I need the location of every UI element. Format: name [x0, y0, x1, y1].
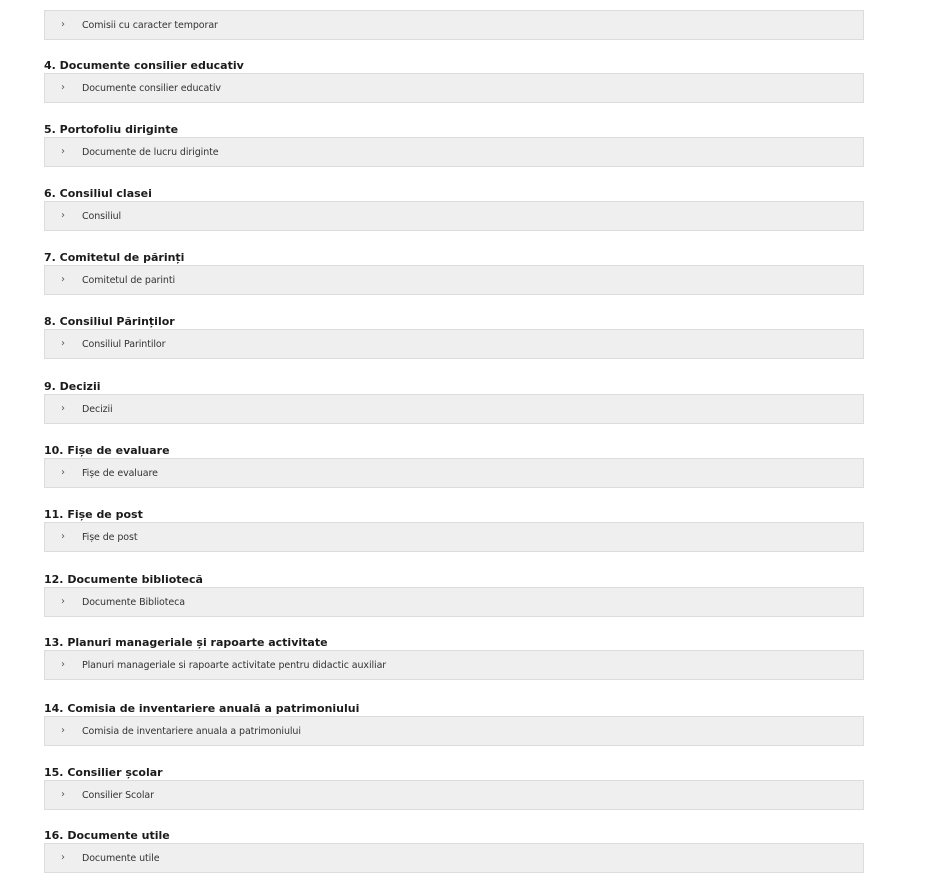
- chevron-right-icon: ›: [61, 82, 65, 93]
- section-12: [44, 572, 864, 617]
- section-comisii-temporare: [44, 10, 864, 40]
- accordion-item[interactable]: [44, 716, 864, 746]
- section-heading: 13. Planuri manageriale și rapoarte activitate: [44, 636, 328, 649]
- accordion-item-label: Documente utile: [82, 852, 160, 864]
- section-9: [44, 379, 864, 424]
- section-7: [44, 250, 864, 295]
- section-13: [44, 635, 864, 680]
- section-heading: 15. Consilier școlar: [44, 766, 163, 779]
- section-11: [44, 507, 864, 552]
- accordion-item[interactable]: [44, 10, 864, 40]
- section-heading: 9. Decizii: [44, 380, 101, 393]
- chevron-right-icon: ›: [61, 789, 65, 800]
- accordion-item-label: Fișe de post: [82, 531, 138, 543]
- accordion-item[interactable]: [44, 843, 864, 873]
- accordion-item-label: Consilier Scolar: [82, 789, 154, 801]
- accordion-item[interactable]: [44, 265, 864, 295]
- accordion-item[interactable]: [44, 780, 864, 810]
- section-4: [44, 58, 864, 103]
- accordion-item-label: Consiliul Parintilor: [82, 338, 166, 350]
- accordion-item-label: Documente de lucru diriginte: [82, 146, 219, 158]
- chevron-right-icon: ›: [61, 19, 65, 30]
- accordion-item[interactable]: [44, 394, 864, 424]
- section-14: [44, 701, 864, 746]
- section-heading: 11. Fișe de post: [44, 508, 143, 521]
- section-6: [44, 186, 864, 231]
- section-10: [44, 443, 864, 488]
- accordion-item-label: Comitetul de parinti: [82, 274, 175, 286]
- section-16: [44, 828, 864, 873]
- chevron-right-icon: ›: [61, 725, 65, 736]
- accordion-item-label: Documente Biblioteca: [82, 596, 185, 608]
- accordion-item[interactable]: [44, 650, 864, 680]
- section-heading: 14. Comisia de inventariere anuală a patrimoniului: [44, 702, 360, 715]
- section-heading: 5. Portofoliu diriginte: [44, 123, 179, 136]
- accordion-item-label: Planuri manageriale si rapoarte activitate pentru didactic auxiliar: [82, 659, 387, 671]
- accordion-item[interactable]: [44, 522, 864, 552]
- section-heading: 7. Comitetul de părinți: [44, 251, 185, 264]
- section-8: [44, 314, 864, 359]
- section-5: [44, 122, 864, 167]
- accordion-item[interactable]: [44, 137, 864, 167]
- chevron-right-icon: ›: [61, 403, 65, 414]
- accordion-item-label: Fișe de evaluare: [82, 467, 158, 479]
- section-heading: 6. Consiliul clasei: [44, 187, 152, 200]
- chevron-right-icon: ›: [61, 210, 65, 221]
- accordion-item[interactable]: [44, 329, 864, 359]
- accordion-item-label: Comisia de inventariere anuala a patrimoniului: [82, 725, 301, 737]
- chevron-right-icon: ›: [61, 852, 65, 863]
- accordion-item[interactable]: [44, 201, 864, 231]
- accordion-item-label: Comisii cu caracter temporar: [82, 19, 218, 31]
- section-heading: 12. Documente bibliotecă: [44, 573, 203, 586]
- chevron-right-icon: ›: [61, 659, 65, 670]
- section-heading: 4. Documente consilier educativ: [44, 59, 244, 72]
- section-heading: 16. Documente utile: [44, 829, 170, 842]
- accordion-item[interactable]: [44, 73, 864, 103]
- chevron-right-icon: ›: [61, 467, 65, 478]
- chevron-right-icon: ›: [61, 338, 65, 349]
- chevron-right-icon: ›: [61, 146, 65, 157]
- accordion-item[interactable]: [44, 458, 864, 488]
- accordion-item[interactable]: [44, 587, 864, 617]
- section-15: [44, 765, 864, 810]
- chevron-right-icon: ›: [61, 531, 65, 542]
- chevron-right-icon: ›: [61, 274, 65, 285]
- section-heading: 8. Consiliul Părinților: [44, 315, 175, 328]
- accordion-item-label: Consiliul: [82, 210, 122, 222]
- chevron-right-icon: ›: [61, 596, 65, 607]
- accordion-item-label: Documente consilier educativ: [82, 82, 221, 94]
- accordion-item-label: Decizii: [82, 403, 113, 415]
- section-heading: 10. Fișe de evaluare: [44, 444, 170, 457]
